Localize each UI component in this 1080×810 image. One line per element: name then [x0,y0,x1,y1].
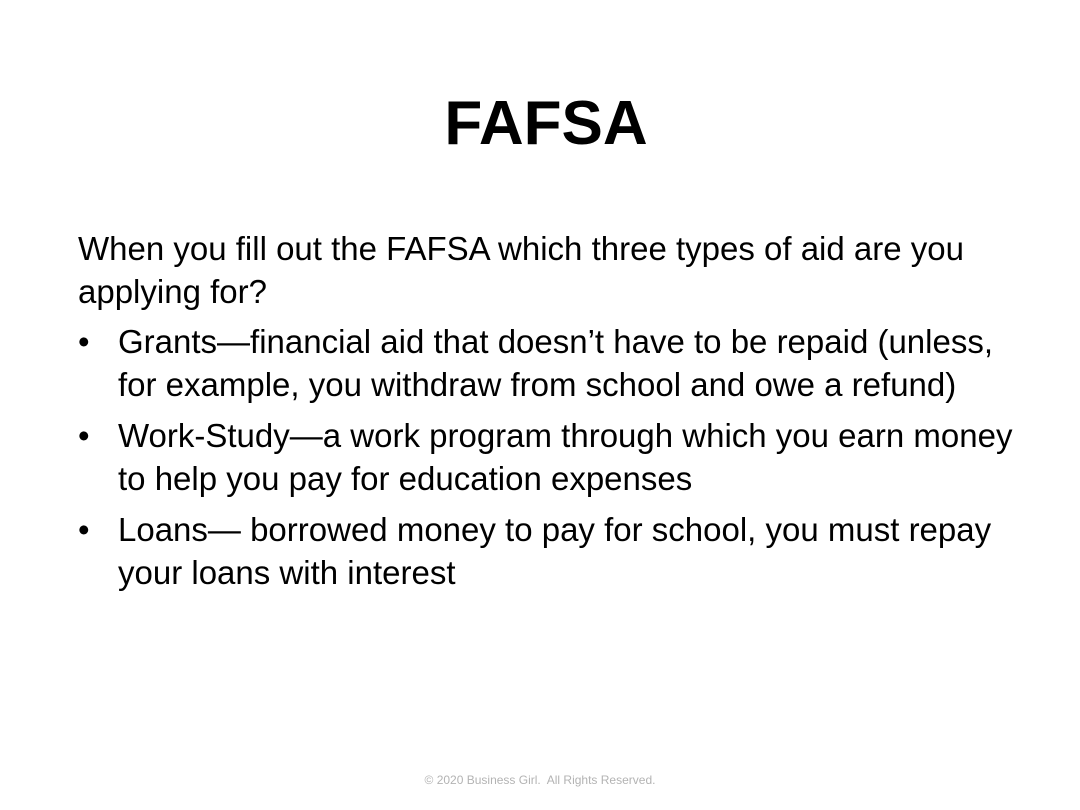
aid-types-list [78,320,1028,594]
bullet-text: Loans— borrowed money to pay for school, you must repay your loans with interest [118,511,992,591]
bullet-icon: • [78,511,90,548]
list-item-loans [78,508,1028,594]
bullet-text: Grants—financial aid that doesn’t have to be repaid (unless, for example, you withdraw from school and owe a refund) [118,323,994,403]
copyright-footer: © 2020 Business Girl. All Rights Reserved. [424,773,656,787]
bullet-text: Work-Study—a work program through which you earn money to help you pay for education expenses [118,417,1013,497]
slide-title: FAFSA [444,89,648,158]
list-item-work-study [78,414,1028,500]
intro-question: When you fill out the FAFSA which three types of aid are you applying for? [78,230,964,310]
slide-body [78,227,1028,602]
list-item-grants [78,320,1028,406]
bullet-icon: • [78,417,90,454]
bullet-icon: • [78,323,90,360]
